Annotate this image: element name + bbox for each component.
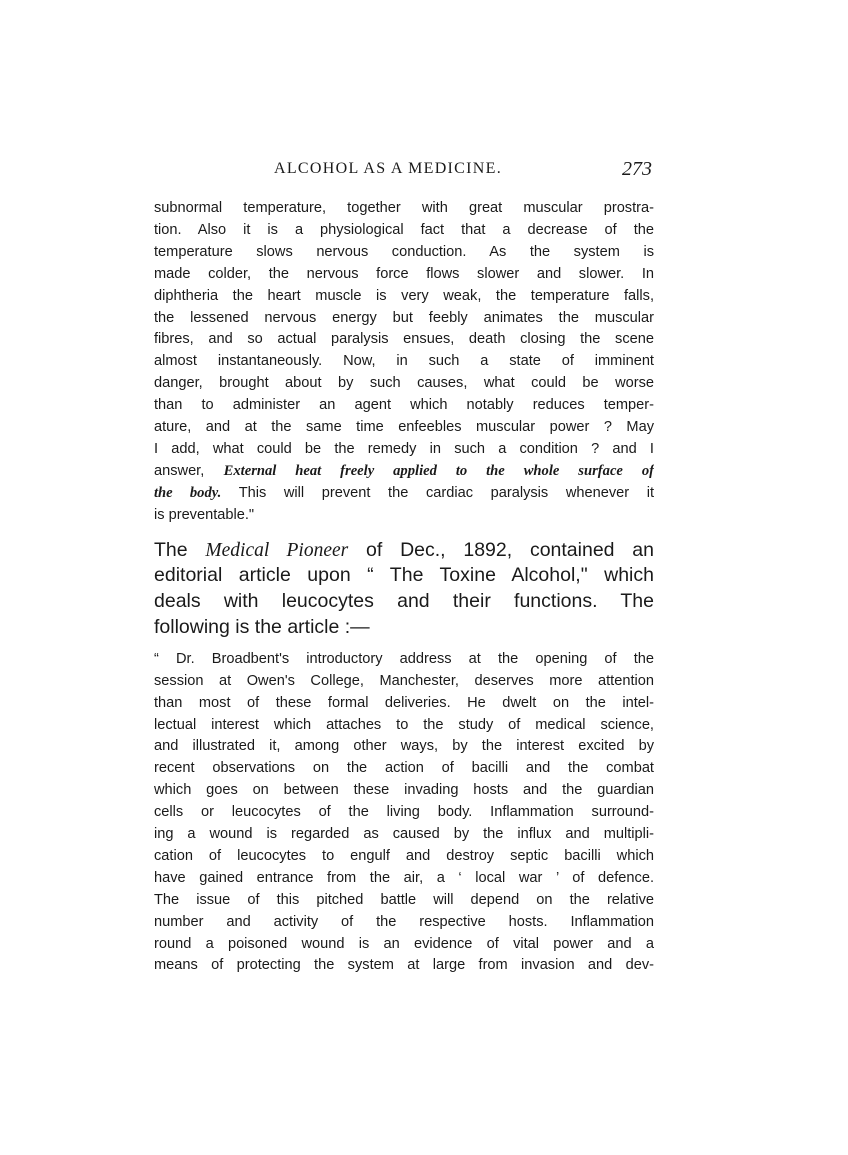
- text-line: temperature slows nervous conduction. As the system is: [154, 243, 654, 260]
- text-line: fibres, and so actual paralysis ensues, death closing the scene: [154, 331, 654, 348]
- text-line: the lessened nervous energy but feebly animates the muscular: [154, 309, 654, 326]
- text-line: ature, and at the same time enfeebles muscular power ? May: [154, 419, 654, 436]
- running-title: ALCOHOL AS A MEDICINE.: [274, 160, 503, 177]
- text-line: than most of these formal deliveries. He dwelt on the intel-: [154, 694, 654, 711]
- text-line: editorial article upon “ The Toxine Alcohol," which: [154, 564, 654, 587]
- text-line: which goes on between these invading hosts and the guardian: [154, 782, 654, 799]
- text-line: danger, brought about by such causes, what could be worse: [154, 375, 654, 392]
- text-line: I add, what could be the remedy in such a condition ? and I: [154, 440, 654, 457]
- text-line: diphtheria the heart muscle is very weak, the temperature falls,: [154, 287, 654, 304]
- text-line: almost instantaneously. Now, in such a state of imminent: [154, 353, 654, 370]
- answer-emphasis-end: the body.: [154, 484, 222, 501]
- text-line: session at Owen's College, Manchester, deserves more attention: [154, 672, 654, 689]
- text-line: deals with leucocytes and their functions. The: [154, 590, 654, 613]
- text-line: made colder, the nervous force flows slower and slower. In: [154, 265, 654, 282]
- text-line: than to administer an agent which notably reduces temper-: [154, 397, 654, 414]
- page-number: 273: [622, 158, 652, 180]
- text-line: number and activity of the respective hosts. Inflammation: [154, 913, 654, 930]
- text-line: “ Dr. Broadbent's introductory address at the opening of the: [154, 650, 654, 667]
- intro-rest: of Dec., 1892, contained an: [366, 538, 654, 561]
- text-line: subnormal temperature, together with great muscular prostra-: [154, 200, 654, 216]
- answer-tail: This will prevent the cardiac paralysis whenever it: [238, 484, 654, 501]
- quoted-passage-continued: [154, 198, 654, 527]
- answer-emphasis: External heat freely applied to the whole surface of: [223, 462, 654, 479]
- text-line: recent observations on the action of bacilli and the combat: [154, 760, 654, 777]
- book-page: [154, 156, 654, 977]
- quoted-article: [154, 649, 654, 978]
- text-line-answer: [154, 461, 654, 483]
- running-head: [154, 156, 654, 186]
- text-line-answer-end: [154, 483, 654, 505]
- text-line: means of protecting the system at large from invasion and dev-: [154, 957, 654, 974]
- text-line: lectual interest which attaches to the study of medical science,: [154, 716, 654, 733]
- text-line: cation of leucocytes to engulf and destroy septic bacilli which: [154, 847, 654, 864]
- text-line: is preventable.": [154, 506, 255, 523]
- text-line: ing a wound is regarded as caused by the influx and multipli-: [154, 826, 654, 843]
- text-line: tion. Also it is a physiological fact that a decrease of the: [154, 221, 654, 238]
- body-paragraph: [154, 538, 654, 641]
- journal-title: Medical Pioneer: [205, 539, 349, 561]
- intro-the: The: [154, 538, 188, 561]
- text-line: have gained entrance from the air, a ‘ local war ’ of defence.: [154, 869, 654, 886]
- text-line: and illustrated it, among other ways, by the interest excited by: [154, 738, 654, 755]
- text-line: The issue of this pitched battle will depend on the relative: [154, 891, 654, 908]
- text-line: round a poisoned wound is an evidence of vital power and a: [154, 935, 654, 952]
- text-line: following is the article :—: [154, 615, 370, 638]
- text-line: cells or leucocytes of the living body. Inflammation surround-: [154, 804, 654, 821]
- text-line-intro: [154, 538, 654, 564]
- answer-lead: answer,: [154, 462, 205, 479]
